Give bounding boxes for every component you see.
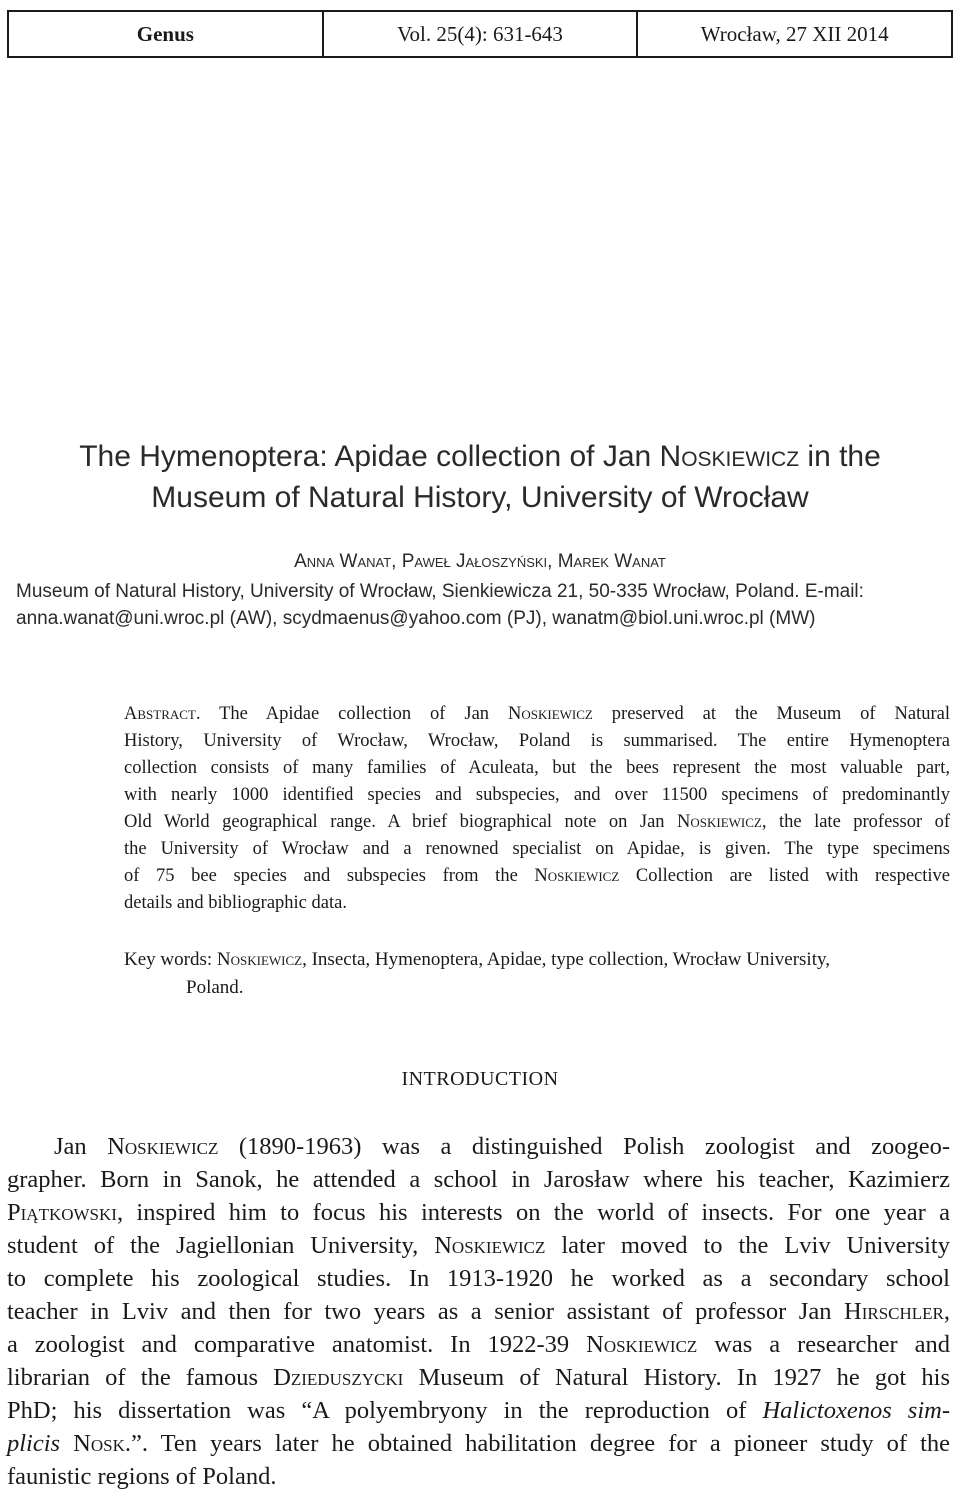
abstract-label: Abstract. [124, 704, 201, 724]
abstract-line: Old World geographical range. A brief biographical note on Jan Noskiewicz, the late professor of [124, 812, 950, 832]
body-line: a zoologist and comparative anatomist. In 1922-39 Noskiewicz was a researcher and [7, 1331, 951, 1358]
abstract-line: Abstract. The Apidae collection of Jan Noskiewicz preserved at the Museum of Natural [124, 704, 950, 724]
authors: Anna Wanat, Paweł Jałoszyński, Marek Wanat [294, 551, 666, 572]
address-line-1: Museum of Natural History, University of Wrocław, Sienkiewicza 21, 50-335 Wrocław, Poland. E-mail: [16, 581, 864, 602]
body-line: to complete his zoological studies. In 1913-1920 he worked as a secondary school [7, 1265, 950, 1292]
title-line-1: The Hymenoptera: Apidae collection of Jan Noskiewicz in the [79, 440, 881, 473]
journal-header [7, 10, 953, 58]
address-line-2: anna.wanat@uni.wroc.pl (AW), scydmaenus@yahoo.com (PJ), wanatm@biol.uni.wroc.pl (MW) [16, 608, 816, 629]
abstract-line: of 75 bee species and subspecies from the Noskiewicz Collection are listed with respective [124, 866, 950, 886]
body-line: teacher in Lviv and then for two years as a senior assistant of professor Jan Hirschler, [7, 1298, 950, 1325]
keywords-label: Key words: [124, 949, 217, 970]
body-line: faunistic regions of Poland. [7, 1463, 277, 1490]
abstract [124, 701, 950, 917]
abstract-line: details and bibliographic data. [124, 893, 347, 913]
body-line: grapher. Born in Sanok, he attended a school in Jarosław where his teacher, Kazimierz [7, 1166, 950, 1193]
paper-title [0, 436, 960, 518]
abstract-line: History, University of Wrocław, Wrocław, Poland is summarised. The entire Hymenoptera [124, 731, 950, 751]
title-line-2: Museum of Natural History, University of Wrocław [151, 481, 809, 514]
body-line: Jan Noskiewicz (1890-1963) was a distinguished Polish zoologist and zoogeo- [54, 1133, 950, 1160]
keywords-line-2: Poland. [186, 977, 244, 998]
body-line: Piątkowski, inspired him to focus his interests on the world of insects. For one year a [7, 1199, 950, 1226]
journal-name: Genus [136, 21, 194, 46]
body-line: student of the Jagiellonian University, Noskiewicz later moved to the Lviv University [7, 1232, 950, 1259]
abstract-line: with nearly 1000 identified species and subspecies, and over 11500 specimens of predominantly [124, 785, 950, 805]
journal-date: Wrocław, 27 XII 2014 [700, 21, 889, 46]
abstract-line: collection consists of many families of Aculeata, but the bees represent the most valuable part, [124, 758, 950, 778]
section-heading-introduction: INTRODUCTION [401, 1068, 559, 1090]
body-line: plicis Nosk.”. Ten years later he obtained habilitation degree for a pioneer study of the [7, 1430, 951, 1457]
body-line: librarian of the famous Dzieduszycki Museum of Natural History. In 1927 he got his [7, 1364, 950, 1391]
body-line: PhD; his dissertation was “A polyembryony in the reproduction of Halictoxenos sim- [7, 1397, 950, 1424]
keywords: Key words: Noskiewicz, Insecta, Hymenoptera, Apidae, type collection, Wrocław University, [124, 949, 831, 970]
abstract-line: the University of Wrocław and a renowned specialist on Apidae, is given. The type specimens [124, 839, 950, 859]
journal-volume: Vol. 25(4): 631-643 [397, 21, 563, 46]
introduction-body [7, 1130, 950, 1493]
